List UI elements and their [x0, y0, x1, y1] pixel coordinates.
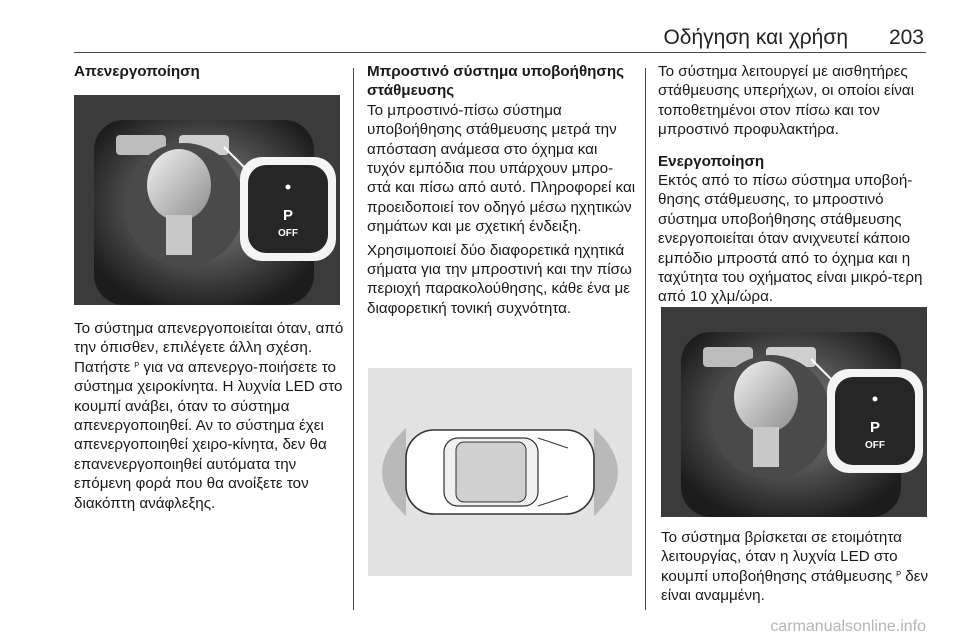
- front-parking-paragraph-2: Χρησιμοποιεί δύο διαφορετικά ηχητικά σήματα για την μπροστινή και την πίσω περιοχή παρακολούθησης, κάθε ένα με διαφορετική τονική συχνότητα.: [367, 241, 632, 317]
- park-button-p: P: [282, 207, 294, 224]
- console-illustration-2: [661, 307, 927, 517]
- park-button-off-2: OFF: [865, 440, 885, 451]
- column-3: [658, 62, 934, 307]
- console-illustration: [74, 95, 340, 305]
- park-button-off: OFF: [278, 228, 298, 239]
- page-header-title: Οδήγηση και χρήση: [663, 26, 848, 49]
- section-heading-front-parking: Μπροστινό σύστημα υποβοήθησης στάθμευσης: [367, 63, 625, 100]
- watermark: carmanualsonline.info: [770, 618, 926, 635]
- section-heading-deactivation: Απενεργοποίηση: [74, 63, 200, 80]
- park-assist-icon: ᴾ: [134, 360, 140, 373]
- sensors-paragraph: Το σύστημα λειτουργεί με αισθητήρες στάθμευσης υπερήχων, οι οποίοι είναι τοποθετημένοι στον πίσω και τον μπροστινό προφυλακτήρα.: [658, 63, 914, 139]
- column-1: [74, 62, 344, 81]
- deactivation-paragraph: Το σύστημα απενεργοποιείται όταν, από την όπισθεν, επιλέγετε άλλη σχέση. Πατήστε ᴾ για να απενεργο-ποιήσετε το σύστημα χειροκίνητα. Η λυχνία LED στο κουμπί ανάβει, όταν το σύστημα απενεργοποιηθεί. Αν το σύστημα έχει απενεργοποιηθεί χειρο-κίνητα, δεν θα επανενεργοποιηθεί αυτόματα την επόμενη φορά που θα ανοίξετε τον διακόπτη ανάφλεξης.: [74, 320, 344, 512]
- header-rule: [74, 52, 926, 53]
- park-button-p-2: P: [869, 419, 881, 436]
- column-divider-2: [645, 68, 646, 610]
- section-heading-activation: Ενεργοποίηση: [658, 152, 765, 170]
- console-photo-2: [661, 307, 927, 517]
- column-1-text: [74, 319, 346, 513]
- console-photo-1: [74, 95, 340, 305]
- park-assist-icon-2: ᴾ: [896, 569, 902, 582]
- front-parking-paragraph-1: Το μπροστινό-πίσω σύστημα υποβοήθησης στάθμευσης μετρά την απόσταση ανάμεσα στο όχημα και τυχόν εμπόδια που υπάρχουν μπρο-στά και πίσω από αυτό. Πληροφορεί και προειδοποιεί τον οδηγό μέσω ηχητικών σημάτων και με σχετική ένδειξη.: [367, 101, 636, 236]
- column-divider-1: [353, 68, 354, 610]
- column-3-text: [661, 528, 933, 606]
- car-sensor-illustration: [368, 368, 632, 576]
- car-sensor-diagram: [368, 368, 632, 576]
- page-number: 203: [888, 26, 924, 49]
- column-2: [367, 62, 637, 318]
- ready-paragraph: Το σύστημα βρίσκεται σε ετοιμότητα λειτουργίας, όταν η λυχνία LED στο κουμπί υποβοήθησης στάθμευσης ᴾ δεν είναι αναμμένη.: [661, 529, 929, 605]
- activation-paragraph: Εκτός από το πίσω σύστημα υποβοή-θησης στάθμευσης, το μπροστινό σύστημα υποβοήθησης στάθμευσης ενεργοποιείται όταν ανιχνευτεί κάποιο εμπόδιο μπροστά από το όχημα και η ταχύτητα του οχήματος είναι μικρό-τερη από 10 χλμ/ώρα.: [658, 172, 923, 306]
